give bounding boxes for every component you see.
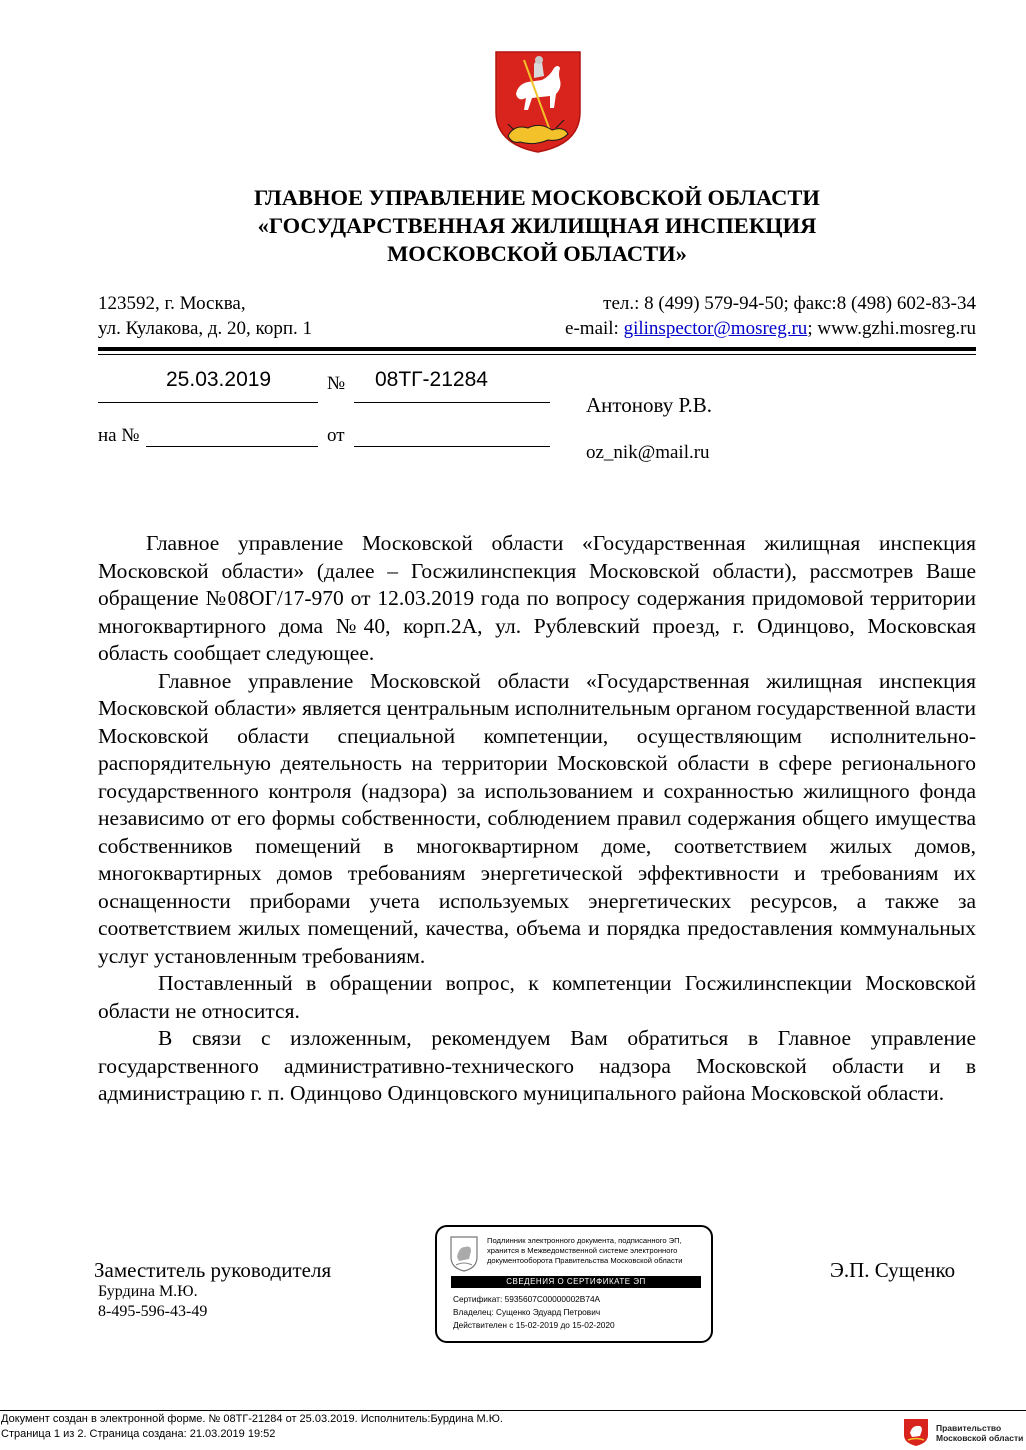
stamp-owner: Владелец: Сущенко Эдуард Петрович [453, 1307, 601, 1317]
stamp-text [487, 1236, 709, 1266]
number-underline [354, 402, 550, 403]
gov-name-line1: Правительство [936, 1423, 1002, 1433]
body-paragraph-1: Главное управление Московской области «Государственная жилищная инспекция Московской области» (далее – Госжилинспекция Московской области), рассмотрев Ваше обращение №08ОГ/17-970 от 12.03.2019 года по вопросу содержания придомовой территории многоквартирного дома №40, корп.2А, ул. Рублевский проезд, г. Одинцово, Московская область сообщает следующее. [98, 531, 976, 665]
header-rule-thick [98, 347, 976, 351]
email-prefix: e-mail: [565, 318, 624, 339]
website: ; www.gzhi.mosreg.ru [807, 318, 976, 339]
signatory-name: Э.П. Сущенко [830, 1258, 956, 1282]
registration-date: 25.03.2019 [166, 368, 272, 391]
from-underline [354, 446, 550, 447]
emblem-icon [449, 1235, 479, 1273]
coat-of-arms-icon [494, 50, 582, 154]
e-signature-stamp [435, 1225, 713, 1343]
reply-to-underline [146, 446, 318, 447]
number-label: № [327, 373, 346, 394]
executor-name: Бурдина М.Ю. [98, 1283, 198, 1300]
org-name-line3: МОСКОВСКОЙ ОБЛАСТИ» [387, 241, 687, 266]
stamp-certificate: Сертификат: 5935607C00000002B74A [453, 1294, 601, 1304]
org-name-line2: «ГОСУДАРСТВЕННАЯ ЖИЛИЩНАЯ ИНСПЕКЦИЯ [257, 213, 817, 238]
registration-number: 08ТГ-21284 [375, 368, 488, 391]
stamp-certificate-heading: СВЕДЕНИЯ О СЕРТИФИКАТЕ ЭП [451, 1276, 701, 1288]
stamp-text-line2: хранится в Межведомственной системе электронного [487, 1246, 678, 1255]
footer-rule [0, 1410, 1026, 1411]
contact-line [565, 316, 976, 342]
body-paragraph-3: Поставленный в обращении вопрос, к компетенции Госжилинспекции Московской области не относится. [98, 971, 976, 1023]
body-paragraph-2: Главное управление Московской области «Государственная жилищная инспекция Московской области» является центральным исполнительным органом государственной власти Московской области специальной компетенции, осуществляющим исполнительно-распорядительную деятельность на территории Московской области в сфере регионального государственного контроля (надзора) за использованием и сохранностью жилищного фонда независимо от его формы собственности, соблюдением правил содержания общего имущества собственников помещений в многоквартирном доме, соответствием жилых домов, многоквартирных домов требованиям энергетической эффективности и требованиям их оснащенности приборами учета используемых энергетических ресурсов, а также за соответствием жилых помещений, качества, объема и порядка предоставления коммунальных услуг установленным требованиям. [98, 668, 976, 968]
footer-line2: Страница 1 из 2. Страница создана: 21.03.2019 19:52 [1, 1428, 276, 1440]
footer-line1: Документ создан в электронной форме. № 08ТГ-21284 от 25.03.2019. Исполнитель:Бурдина М.Ю. [1, 1413, 503, 1425]
signatory-position: Заместитель руководителя [94, 1258, 332, 1282]
address-line1: 123592, г. Москва, [98, 293, 246, 314]
body-paragraph-4: В связи с изложенным, рекомендуем Вам обратиться в Главное управление государственного административно-технического надзора Московской области и в администрацию г. п. Одинцово Одинцовского муниципального района Московской области. [98, 1026, 976, 1105]
phone-fax: тел.: 8 (499) 579-94-50; факс:8 (498) 602-83-34 [603, 293, 976, 314]
stamp-text-line3: документооборота Правительства Московской области [487, 1256, 683, 1265]
executor-phone: 8-495-596-43-49 [98, 1303, 208, 1320]
from-label: от [327, 425, 345, 446]
addressee-email: oz_nik@mail.ru [586, 442, 710, 463]
email-link[interactable]: gilinspector@mosreg.ru [623, 318, 808, 339]
stamp-validity: Действителен с 15-02-2019 до 15-02-2020 [453, 1320, 615, 1330]
government-logo-icon [902, 1417, 930, 1447]
stamp-text-line1: Подлинник электронного документа, подписанного ЭП, [487, 1236, 682, 1245]
address-line2: ул. Кулакова, д. 20, корп. 1 [98, 318, 312, 339]
date-underline [98, 402, 318, 403]
gov-name-line2: Московской области [936, 1433, 1024, 1443]
letter-body [98, 530, 976, 1108]
addressee-name: Антонову Р.В. [586, 393, 713, 417]
org-name-line1: ГЛАВНОЕ УПРАВЛЕНИЕ МОСКОВСКОЙ ОБЛАСТИ [254, 185, 820, 210]
reply-to-label: на № [98, 425, 140, 446]
header-rule-thin [98, 354, 976, 355]
